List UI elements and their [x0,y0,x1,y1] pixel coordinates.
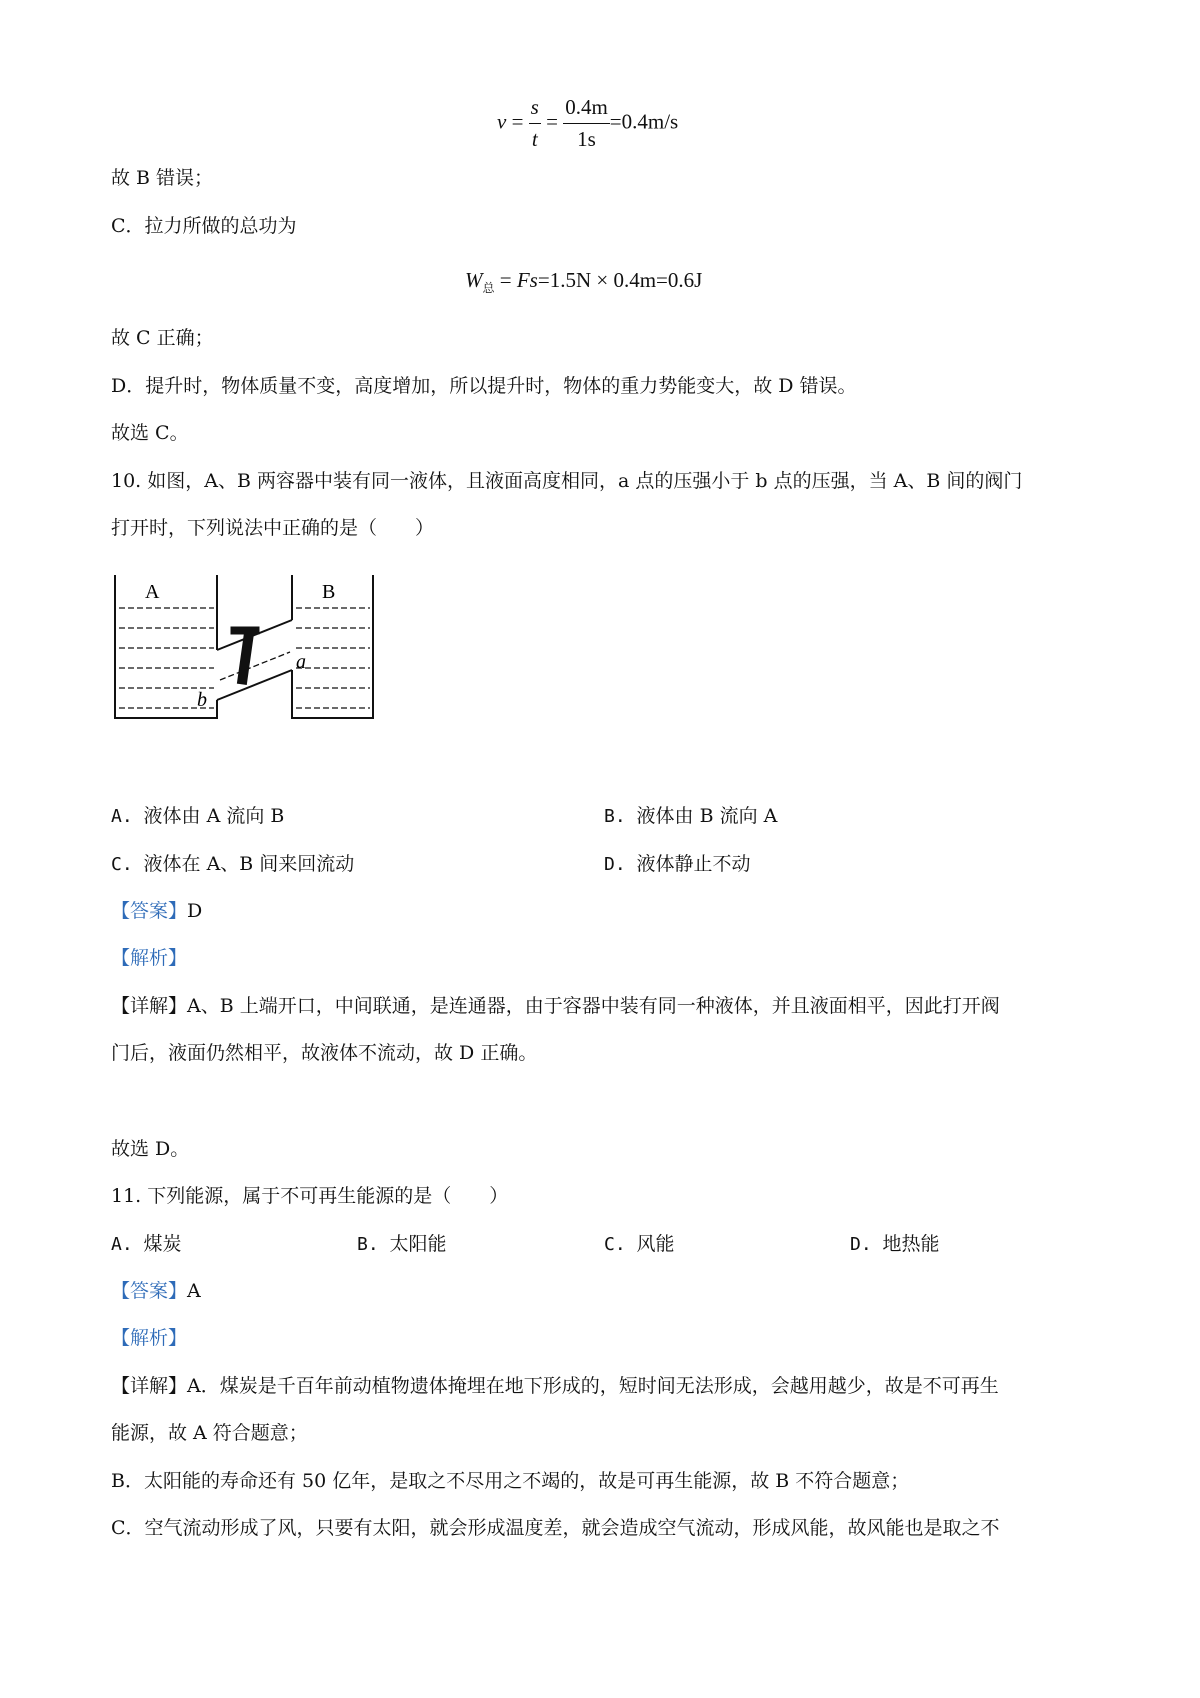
q10-detail-line2: 门后，液面仍然相平，故液体不流动，故 D 正确。 [111,1042,538,1064]
velocity-formula: v = $\frac{s}{t}$ = $\frac{0.4m}{1s}$ =0.4m/s [497,95,679,151]
q10-option-d: D. 液体静止不动 [604,853,751,875]
q9-c-conclusion: 故 C 正确； [111,327,214,349]
pipe-upper-wall [217,620,292,650]
q11-stem: 11. 下列能源，属于不可再生能源的是（ ） [111,1185,509,1207]
q11-detail-b: B．太阳能的寿命还有 50 亿年，是取之不尽用之不竭的，故是可再生能源，故 B 不符合题意； [111,1470,910,1492]
q11-detail-line1: 【详解】A．煤炭是千百年前动植物遗体掩埋在地下形成的，短时间无法形成，会越用越少，故是不可再生 [111,1375,999,1397]
q11-option-a: A. 煤炭 [111,1233,182,1255]
q9-choice: 故选 C。 [111,422,189,444]
q10-analysis-tag: 【解析】 [111,947,188,969]
q10-detail-line1: 【详解】A、B 上端开口，中间联通，是连通器，由于容器中装有同一种液体，并且液面相平，因此打开阀 [111,995,1000,1017]
q9-c-intro: C．拉力所做的总功为 [111,215,297,237]
label-container-b: B [322,581,336,603]
connected-containers-diagram [110,570,380,730]
q11-option-c: C. 风能 [604,1233,675,1255]
q11-option-b: B. 太阳能 [357,1233,447,1255]
q11-analysis-tag: 【解析】 [111,1327,188,1349]
q11-option-d: D. 地热能 [850,1233,940,1255]
fraction-values: $\frac{0.4m}{1s}$ [565,95,608,151]
q10-stem-line2: 打开时，下列说法中正确的是（ ） [111,517,435,539]
q10-choice: 故选 D。 [111,1138,190,1160]
label-point-a: a [296,651,306,673]
q10-option-b: B. 液体由 B 流向 A [604,805,778,827]
fraction-s-over-t: $\frac{s}{t}$ [530,95,539,151]
q11-answer: 【答案】A [111,1280,201,1302]
work-formula: $W_总 = Fs=1.5N \times 0.4m=0.6J$ [465,268,703,296]
q9-b-conclusion: 故 B 错误； [111,167,214,189]
label-point-b: b [197,689,207,711]
q10-stem-line1: 10. 如图，A、B 两容器中装有同一液体，且液面高度相同，a 点的压强小于 b 点的压强，当 A、B 间的阀门 [111,470,1023,492]
pipe-lower-wall [217,670,292,700]
q10-option-c: C. 液体在 A、B 间来回流动 [111,853,355,875]
label-container-a: A [145,581,160,603]
q11-detail-c: C．空气流动形成了风，只要有太阳，就会形成温度差，就会造成空气流动，形成风能，故风能也是取之不 [111,1517,1000,1539]
q10-option-a: A. 液体由 A 流向 B [111,805,285,827]
q10-answer: 【答案】D [111,900,203,922]
q11-detail-line2: 能源，故 A 符合题意； [111,1422,308,1444]
q9-d-text: D．提升时，物体质量不变，高度增加，所以提升时，物体的重力势能变大，故 D 错误。 [111,375,857,397]
